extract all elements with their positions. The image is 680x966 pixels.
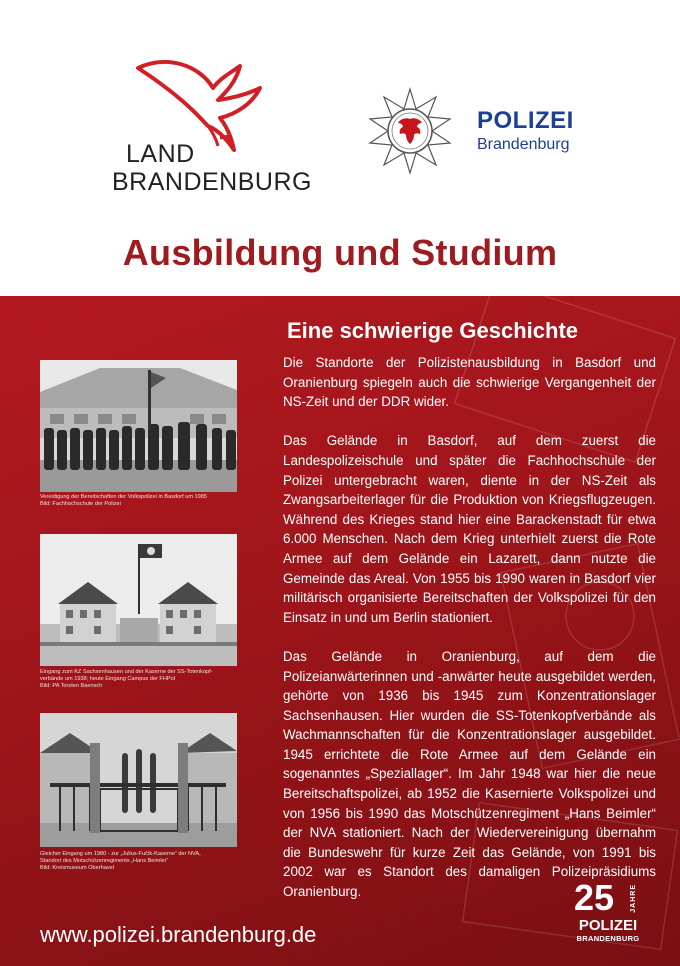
badge-number: 25: [574, 877, 615, 918]
photo-caption: [40, 669, 245, 691]
caption-line: Bild: Kreismuseum Oberhavel: [40, 865, 114, 872]
page-title: Ausbildung und Studium: [122, 232, 558, 273]
badge-polizei: POLIZEI: [578, 917, 638, 934]
poster-header: [0, 0, 680, 296]
photo-parade-basdorf: [40, 360, 237, 492]
caption-line: Vereidigung der Bereitschaften der Volkspolizei in Basdorf um 1985: [40, 494, 207, 500]
photo-entrance-1980: [40, 713, 237, 847]
land-brandenburg-wordmark: [112, 140, 312, 196]
section-heading: Eine schwierige Geschichte: [287, 318, 579, 343]
website-url[interactable]: www.polizei.brandenburg.de: [40, 922, 317, 947]
photo-caption: [40, 494, 245, 508]
land-wordmark-line2: BRANDENBURG: [112, 168, 312, 196]
anniversary-badge: [566, 878, 646, 948]
caption-line: Standort des Motschützenregiments „Hans Beimler“: [40, 858, 169, 865]
article-paragraph: Das Gelände in Oranienburg, auf dem die Polizeianwärterinnen und -anwärter heute ausgebildet werden, gehörte von 1936 bis 1945 zum Konzentrationslager Sachsenhausen. Hier wurden die SS-Totenkopfverbände als Wachmannschaften für die Konzentrationslager ausgebildet. 1945 errichtete die Rote Armee auf dem Gelände ein sogenanntes „Speziallager“. Im Jahr 1948 war hier die neue Bereitschaftspolizei, ab 1952 die Kasernierte Volkspolizei und von 1956 bis 1990 das Motschützenregiment „Hans Beimler“ der NVA stationiert. Nach der Wiedervereinigung übernahm die Bundeswehr für kurze Zeit das Gelände, von 1991 bis 2002 war es Standort des damaligen Polizeipräsidiums Oranienburg.: [283, 648, 656, 900]
badge-jahre: JAHRE: [630, 884, 637, 913]
caption-line: verbände um 1938; heute Eingang Campus der FHPol: [40, 676, 175, 683]
land-wordmark-line1: LAND: [126, 140, 195, 168]
badge-brandenburg: BRANDENBURG: [576, 934, 640, 943]
caption-line: Bild: Fachhochschule der Polizei: [40, 501, 121, 508]
police-wordmark-title: POLIZEI: [477, 107, 574, 134]
photo-caption: [40, 851, 245, 873]
article-paragraph: Das Gelände in Basdorf, auf dem zuerst die Landespolizeischule und später die Fachhochschule der Polizei untergebracht waren, diente in der NS-Zeit als Zwangsarbeiterlager für die Produktion von Kriegsflugzeugen. Während des Krieges stand hier eine Barackenstadt für etwa 6.000 Menschen. Nach dem Krieg unterhielt zuerst die Rote Armee auf dem Gelände ein Lazarett, dann nutzte die Gemeinde das Areal. Von 1955 bis 1990 waren in Basdorf vier militärisch organisierte Bereitschaften der Volkspolizei für den Einsatz in und um Berlin stationiert.: [283, 433, 656, 625]
article-paragraph: Die Standorte der Polizistenausbildung in Basdorf und Oranienburg spiegeln auch die schwierige Vergangenheit der NS-Zeit und der DDR wider.: [283, 355, 656, 410]
police-brandenburg-wordmark: [477, 108, 574, 155]
photo-entrance-1938: [40, 534, 237, 666]
article-body: [283, 353, 656, 921]
caption-line: Eingang zum KZ Sachsenhausen und der Kaserne der SS-Totenkopf-: [40, 669, 213, 675]
police-star-icon: [366, 87, 454, 175]
caption-line: Bild: PA Torsten Baensch: [40, 683, 103, 690]
caption-line: Gleicher Eingang um 1980 - zur „Julius-Fučík-Kaserne“ der NVA,: [40, 851, 201, 857]
police-wordmark-subtitle: Brandenburg: [477, 136, 570, 153]
